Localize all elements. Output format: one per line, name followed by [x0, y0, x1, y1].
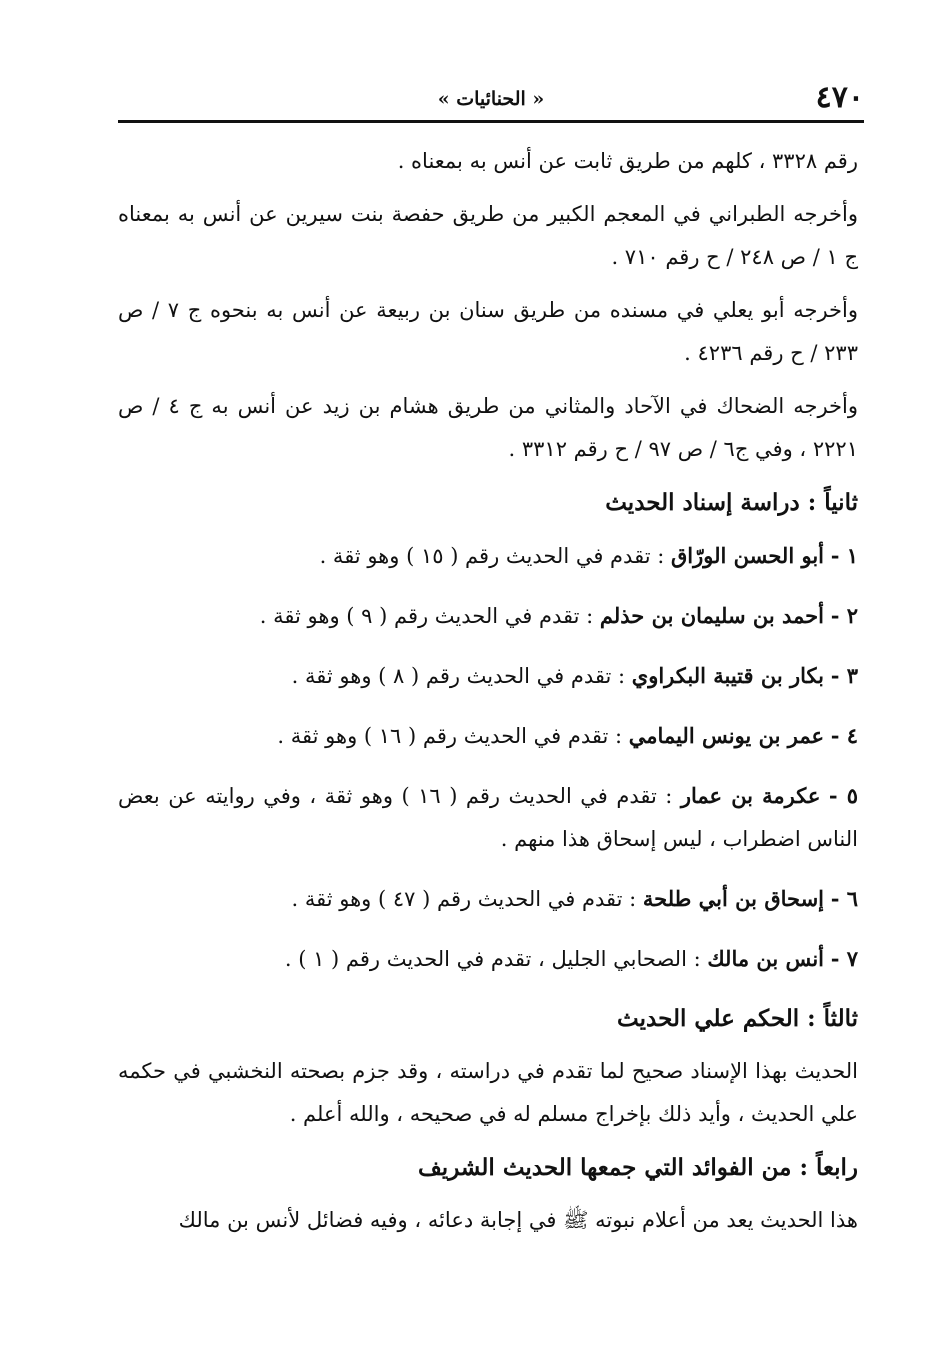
narrator-number: ٦ -: [830, 886, 858, 911]
narrator-entry: [118, 937, 858, 981]
paragraph: وأخرجه أبو يعلي في مسنده من طريق سنان بن ربيعة عن أنس به بنحوه ج ٧ / ص ٢٣٣ / ح رقم ٤٢٣٦ .: [118, 298, 858, 365]
narrator-number: ٥ -: [828, 783, 858, 808]
narrator-name: بكار بن قتيبة البكراوي: [631, 663, 824, 688]
narrator-entry: [118, 594, 858, 638]
section-heading-ruling: ثالثاً : الحكم علي الحديث: [617, 1005, 858, 1032]
benefits-paragraph: هذا الحديث يعد من أعلام نبوته ﷺ في إجابة دعائه ، وفيه فضائل لأنس بن مالك: [178, 1208, 858, 1232]
narrator-name: أبو الحسن الورّاق: [670, 543, 824, 568]
narrator-number: ١ -: [830, 543, 858, 568]
narrator-note: : تقدم في الحديث رقم ( ٩ ) وهو ثقة .: [259, 604, 600, 628]
narrator-name: عكرمة بن عمار: [680, 783, 821, 808]
narrator-number: ٤ -: [830, 723, 858, 748]
narrator-name: إسحاق بن أبي طلحة: [642, 886, 824, 911]
narrator-entry: [118, 534, 858, 578]
narrator-entry: [118, 654, 858, 698]
section-heading-isnad-study: ثانياً : دراسة إسناد الحديث: [605, 489, 858, 516]
narrator-name: أنس بن مالك: [707, 946, 824, 971]
narrator-entry: [118, 877, 858, 921]
paragraph: رقم ٣٣٢٨ ، كلهم من طريق ثابت عن أنس به بمعناه .: [397, 149, 858, 173]
paragraph: وأخرجه الطبراني في المعجم الكبير من طريق حفصة بنت سيرين عن أنس به بمعناه ج ١ / ص ٢٤٨ / ح رقم ٧١٠ .: [118, 202, 859, 269]
page-header: [118, 78, 864, 122]
page-number: ٤٧٠: [815, 80, 864, 115]
narrator-name: أحمد بن سليمان بن حذلم: [599, 603, 824, 628]
narrator-note: : الصحابي الجليل ، تقدم في الحديث رقم ( ١ ) .: [284, 947, 708, 971]
narrator-name: عمر بن يونس اليمامي: [628, 723, 824, 748]
section-heading-benefits: رابعاً : من الفوائد التي جمعها الحديث الشريف: [418, 1154, 858, 1181]
narrator-note: : تقدم في الحديث رقم ( ٨ ) وهو ثقة .: [291, 664, 632, 688]
paragraph: وأخرجه الضحاك في الآحاد والمثاني من طريق هشام بن زيد عن أنس به ج ٤ / ص ٢٢٢١ ، وفي ج٦ / ص ٩٧ / ح رقم ٣٣١٢ .: [118, 394, 858, 461]
narrator-note: : تقدم في الحديث رقم ( ٤٧ ) وهو ثقة .: [291, 887, 643, 911]
narrator-entry: [118, 714, 858, 758]
narrator-number: ٧ -: [830, 946, 858, 971]
narrator-note: : تقدم في الحديث رقم ( ١٦ ) وهو ثقة ، وفي روايته عن بعض الناس اضطراب ، ليس إسحاق هذا منهم .: [118, 784, 858, 851]
narrator-number: ٣ -: [830, 663, 858, 688]
narrator-note: : تقدم في الحديث رقم ( ١٦ ) وهو ثقة .: [277, 724, 629, 748]
header-divider: [118, 120, 864, 123]
narrator-note: : تقدم في الحديث رقم ( ١٥ ) وهو ثقة .: [319, 544, 671, 568]
narrator-number: ٢ -: [830, 603, 858, 628]
page-body: [118, 140, 858, 1252]
ruling-paragraph: الحديث بهذا الإسناد صحيح لما تقدم في دراسته ، وقد جزم بصحته النخشبي في حكمه علي الحديث ، وأيد ذلك بإخراج مسلم له في صحيحه ، والله أعلم .: [118, 1059, 858, 1126]
narrator-entry: [118, 774, 858, 861]
running-title: « الحنائيات »: [437, 88, 545, 110]
